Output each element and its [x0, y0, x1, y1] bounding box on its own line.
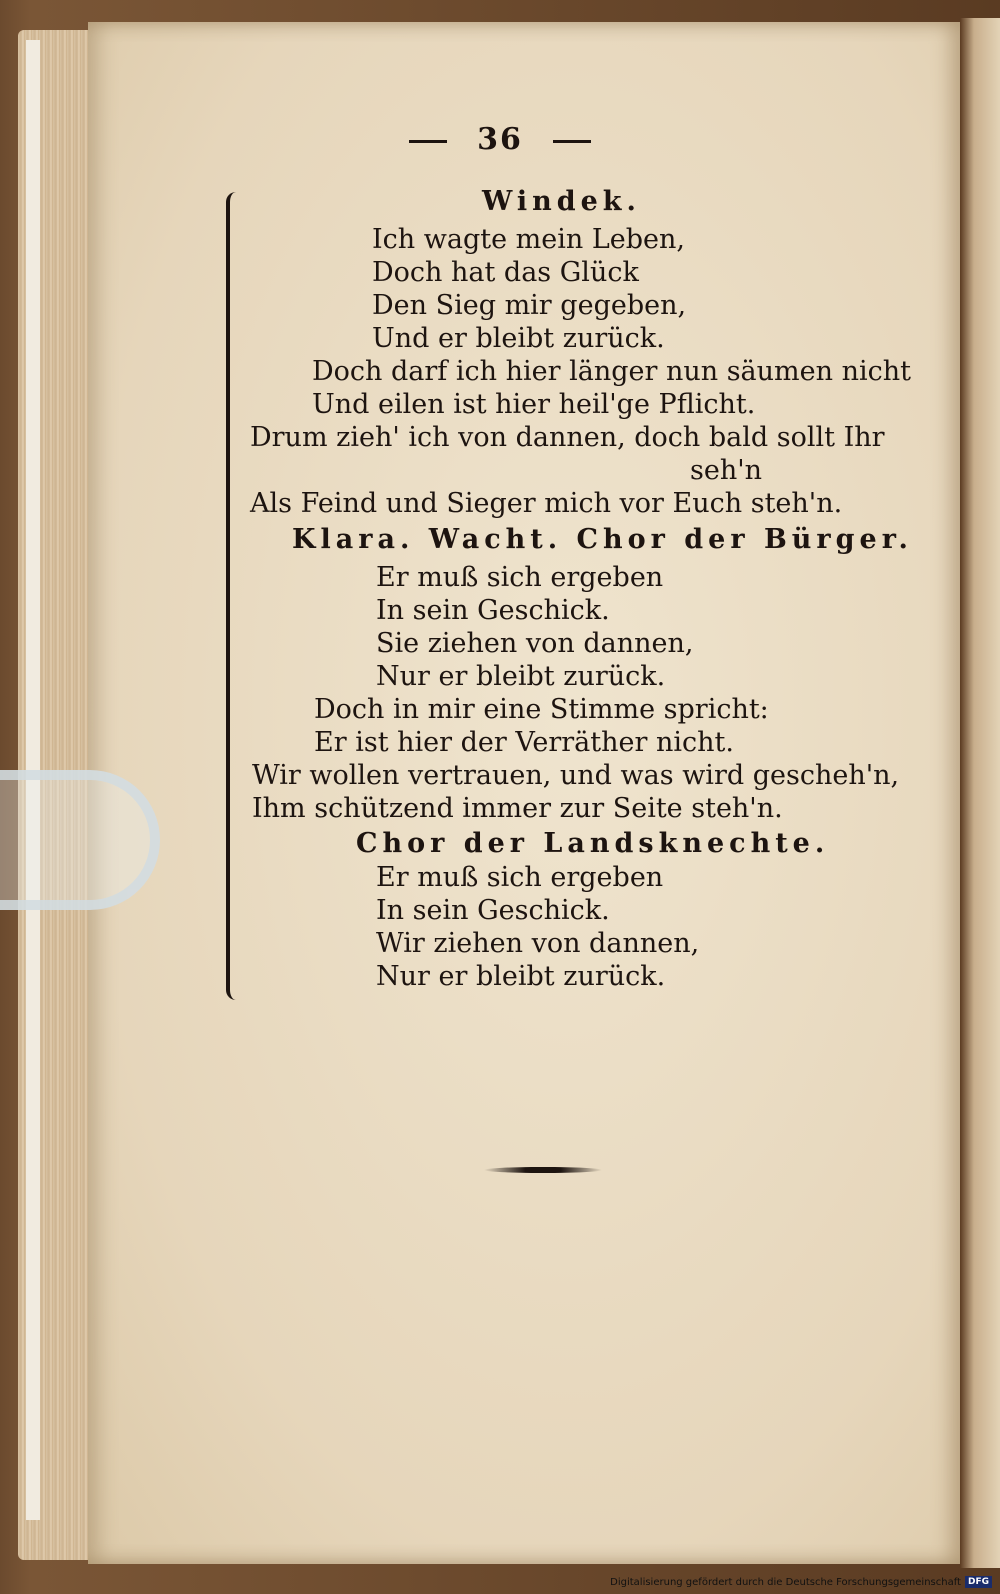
- plastic-clip: [0, 770, 160, 910]
- credit-text: Digitalisierung gefördert durch die Deutsche Forschungsgemeinschaft: [610, 1576, 961, 1588]
- verse-line-continuation: seh'n: [690, 455, 763, 486]
- digitization-credit: [610, 1574, 992, 1590]
- page-header: [0, 122, 1000, 157]
- margin-bracket: [226, 192, 242, 1000]
- verse-line: Als Feind und Sieger mich vor Euch steh'n.: [250, 488, 843, 519]
- verse-line: Nur er bleibt zurück.: [376, 661, 666, 692]
- verse-line: Ich wagte mein Leben,: [372, 224, 685, 255]
- dfg-logo: DFG: [965, 1576, 992, 1588]
- verse-line: Doch in mir eine Stimme spricht:: [314, 694, 769, 725]
- verse-line: In sein Geschick.: [376, 595, 610, 626]
- verse-line: Und er bleibt zurück.: [372, 323, 665, 354]
- header-dash-left: [409, 140, 447, 143]
- verse-line: Den Sieg mir gegeben,: [372, 290, 687, 321]
- verse-line: Drum zieh' ich von dannen, doch bald sollt Ihr: [250, 422, 885, 453]
- verse-line: In sein Geschick.: [376, 895, 610, 926]
- verse-line: Und eilen ist hier heil'ge Pflicht.: [312, 389, 756, 420]
- header-dash-right: [553, 140, 591, 143]
- verse-line: Wir wollen vertrauen, und was wird gescheh'n,: [252, 760, 900, 791]
- verse-line: Sie ziehen von dannen,: [376, 628, 694, 659]
- verse-line: Ihm schützend immer zur Seite steh'n.: [252, 793, 783, 824]
- verse-line: Wir ziehen von dannen,: [376, 928, 700, 959]
- end-ornament: [484, 1167, 602, 1173]
- speaker-windek: Windek.: [482, 186, 641, 217]
- page-number: 36: [477, 122, 523, 157]
- facing-page-edge: [960, 18, 1000, 1568]
- verse-line: Er muß sich ergeben: [376, 862, 664, 893]
- verse-line: Er ist hier der Verräther nicht.: [314, 727, 734, 758]
- speaker-chor-buerger: Klara. Wacht. Chor der Bürger.: [292, 524, 913, 555]
- verse-line: Doch hat das Glück: [372, 257, 639, 288]
- verse-line: Nur er bleibt zurück.: [376, 961, 666, 992]
- verse-line: Er muß sich ergeben: [376, 562, 664, 593]
- verse-line: Doch darf ich hier länger nun säumen nicht: [312, 356, 911, 387]
- speaker-chor-landsknechte: Chor der Landsknechte.: [356, 828, 830, 859]
